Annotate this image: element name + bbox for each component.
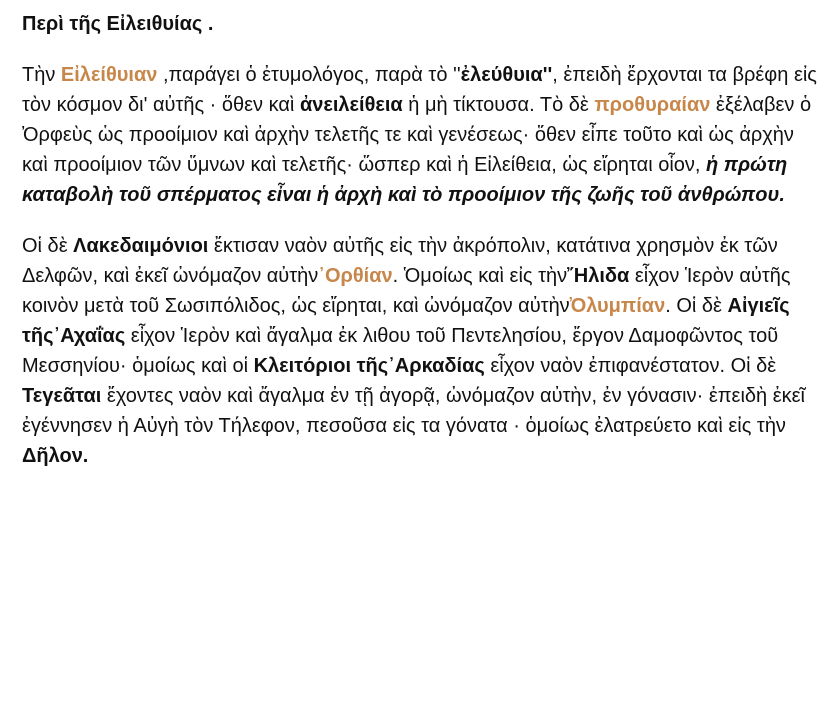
text-run: εἶχον ναὸν ἐπιφανέστατον. Οἱ δὲ xyxy=(484,355,777,377)
highlight-olympian: Ὀλυμπίαν xyxy=(569,295,666,317)
text-run: ἡ μὴ τίκτουσα. Τὸ δὲ xyxy=(402,94,595,116)
text-run: . Ὁμοίως καὶ εἰς τὴν xyxy=(392,265,568,287)
text-run: ἐξέλαβεν ὁ Ὀρφεὺς ὡς προοίμιον καὶ ἀρχὴν τελετῆς τε καὶ γενέσεως· ὅθεν εἶπε τοῦτο καὶ ὡς ἀρχὴν καὶ προοίμιον τῶν ὕμνων καὶ τελετῆς· ὥσπερ καὶ ἡ Εἰλείθεια, ὡς εἴρηται οἷον, xyxy=(22,94,812,176)
highlight-prothyraian: προθυραίαν xyxy=(594,94,711,116)
text-run: εἶχον Ἱερὸν καὶ ἄγαλμα ἐκ λιθου τοῦ Πεντελησίου, ἔργον Δαμοφῶντος τοῦ Μεσσηνίου· ὁμοίως καὶ οἱ xyxy=(22,325,779,377)
bold-ilida: ῎Ηλιδα xyxy=(567,265,630,287)
highlight-orthian: ᾽Ορθίαν xyxy=(318,265,393,287)
paragraph-2 xyxy=(22,231,820,471)
bold-eleuthyia: ἐλεύθυια'' xyxy=(460,64,553,86)
text-run: εἶχον Ἱερὸν αὐτῆς κοινὸν μετὰ τοῦ Σωσιπόλιδος, ὡς εἴρηται, καὶ ὠνόμαζον αὐτὴν xyxy=(22,265,791,317)
text-run: Τὴν xyxy=(22,64,61,86)
text-run: Οἱ δὲ xyxy=(22,235,74,257)
highlight-eileithyian: Εἰλείθυιαν xyxy=(60,64,158,86)
page-title: Περὶ τῆς Εἰλειθυίας . xyxy=(22,13,214,35)
text-run: , ἐπειδὴ ἔρχονται τα βρέφη εἰς τὸν κόσμον δι' αὐτῆς · ὅθεν καὶ xyxy=(22,64,817,116)
bold-kleitorioi: Κλειτόριοι τῆς᾽Αρκαδίας xyxy=(253,355,485,377)
bold-aneileitheia: ἀνειλείθεια xyxy=(299,94,403,116)
bold-aigieis: Αἰγιεῖς τῆς᾽Αχαΐας xyxy=(22,295,790,347)
paragraph-1 xyxy=(22,60,820,210)
bold-dilon: Δῆλον. xyxy=(22,445,89,467)
bold-lakedaimonioi: Λακεδαιμόνιοι xyxy=(73,235,209,257)
bold-tegeatai: Τεγεᾶται xyxy=(22,385,102,407)
text-run: ἔχοντες ναὸν καὶ ἄγαλμα ἐν τῇ ἀγορᾷ, ὠνόμαζον αὐτὴν, ἐν γόνασιν· ἐπειδὴ ἐκεῖ ἐγέννησεν ἡ Αὐγὴ τὸν Τήλεφον, πεσοῦσα εἰς τα γόνατα · ὁμοίως ἐλατρεύετο καὶ εἰς τὴν xyxy=(22,385,805,437)
text-run: ,παράγει ὁ ἐτυμολόγος, παρὰ τὸ '' xyxy=(157,64,461,86)
text-run: . Οἱ δὲ xyxy=(665,295,728,317)
text-run: ἔκτισαν ναὸν αὐτῆς εἰς τὴν ἀκρόπολιν, κατάτινα χρησμὸν ἐκ τῶν Δελφῶν, καὶ ἐκεῖ ὠνόμαζον αὐτὴν xyxy=(22,235,778,287)
emphasis-sentence: ἡ πρώτη καταβολὴ τοῦ σπέρματος εἶναι ἡ ἀρχὴ καὶ τὸ προοίμιον τῆς ζωῆς τοῦ ἀνθρώπου. xyxy=(22,154,788,206)
